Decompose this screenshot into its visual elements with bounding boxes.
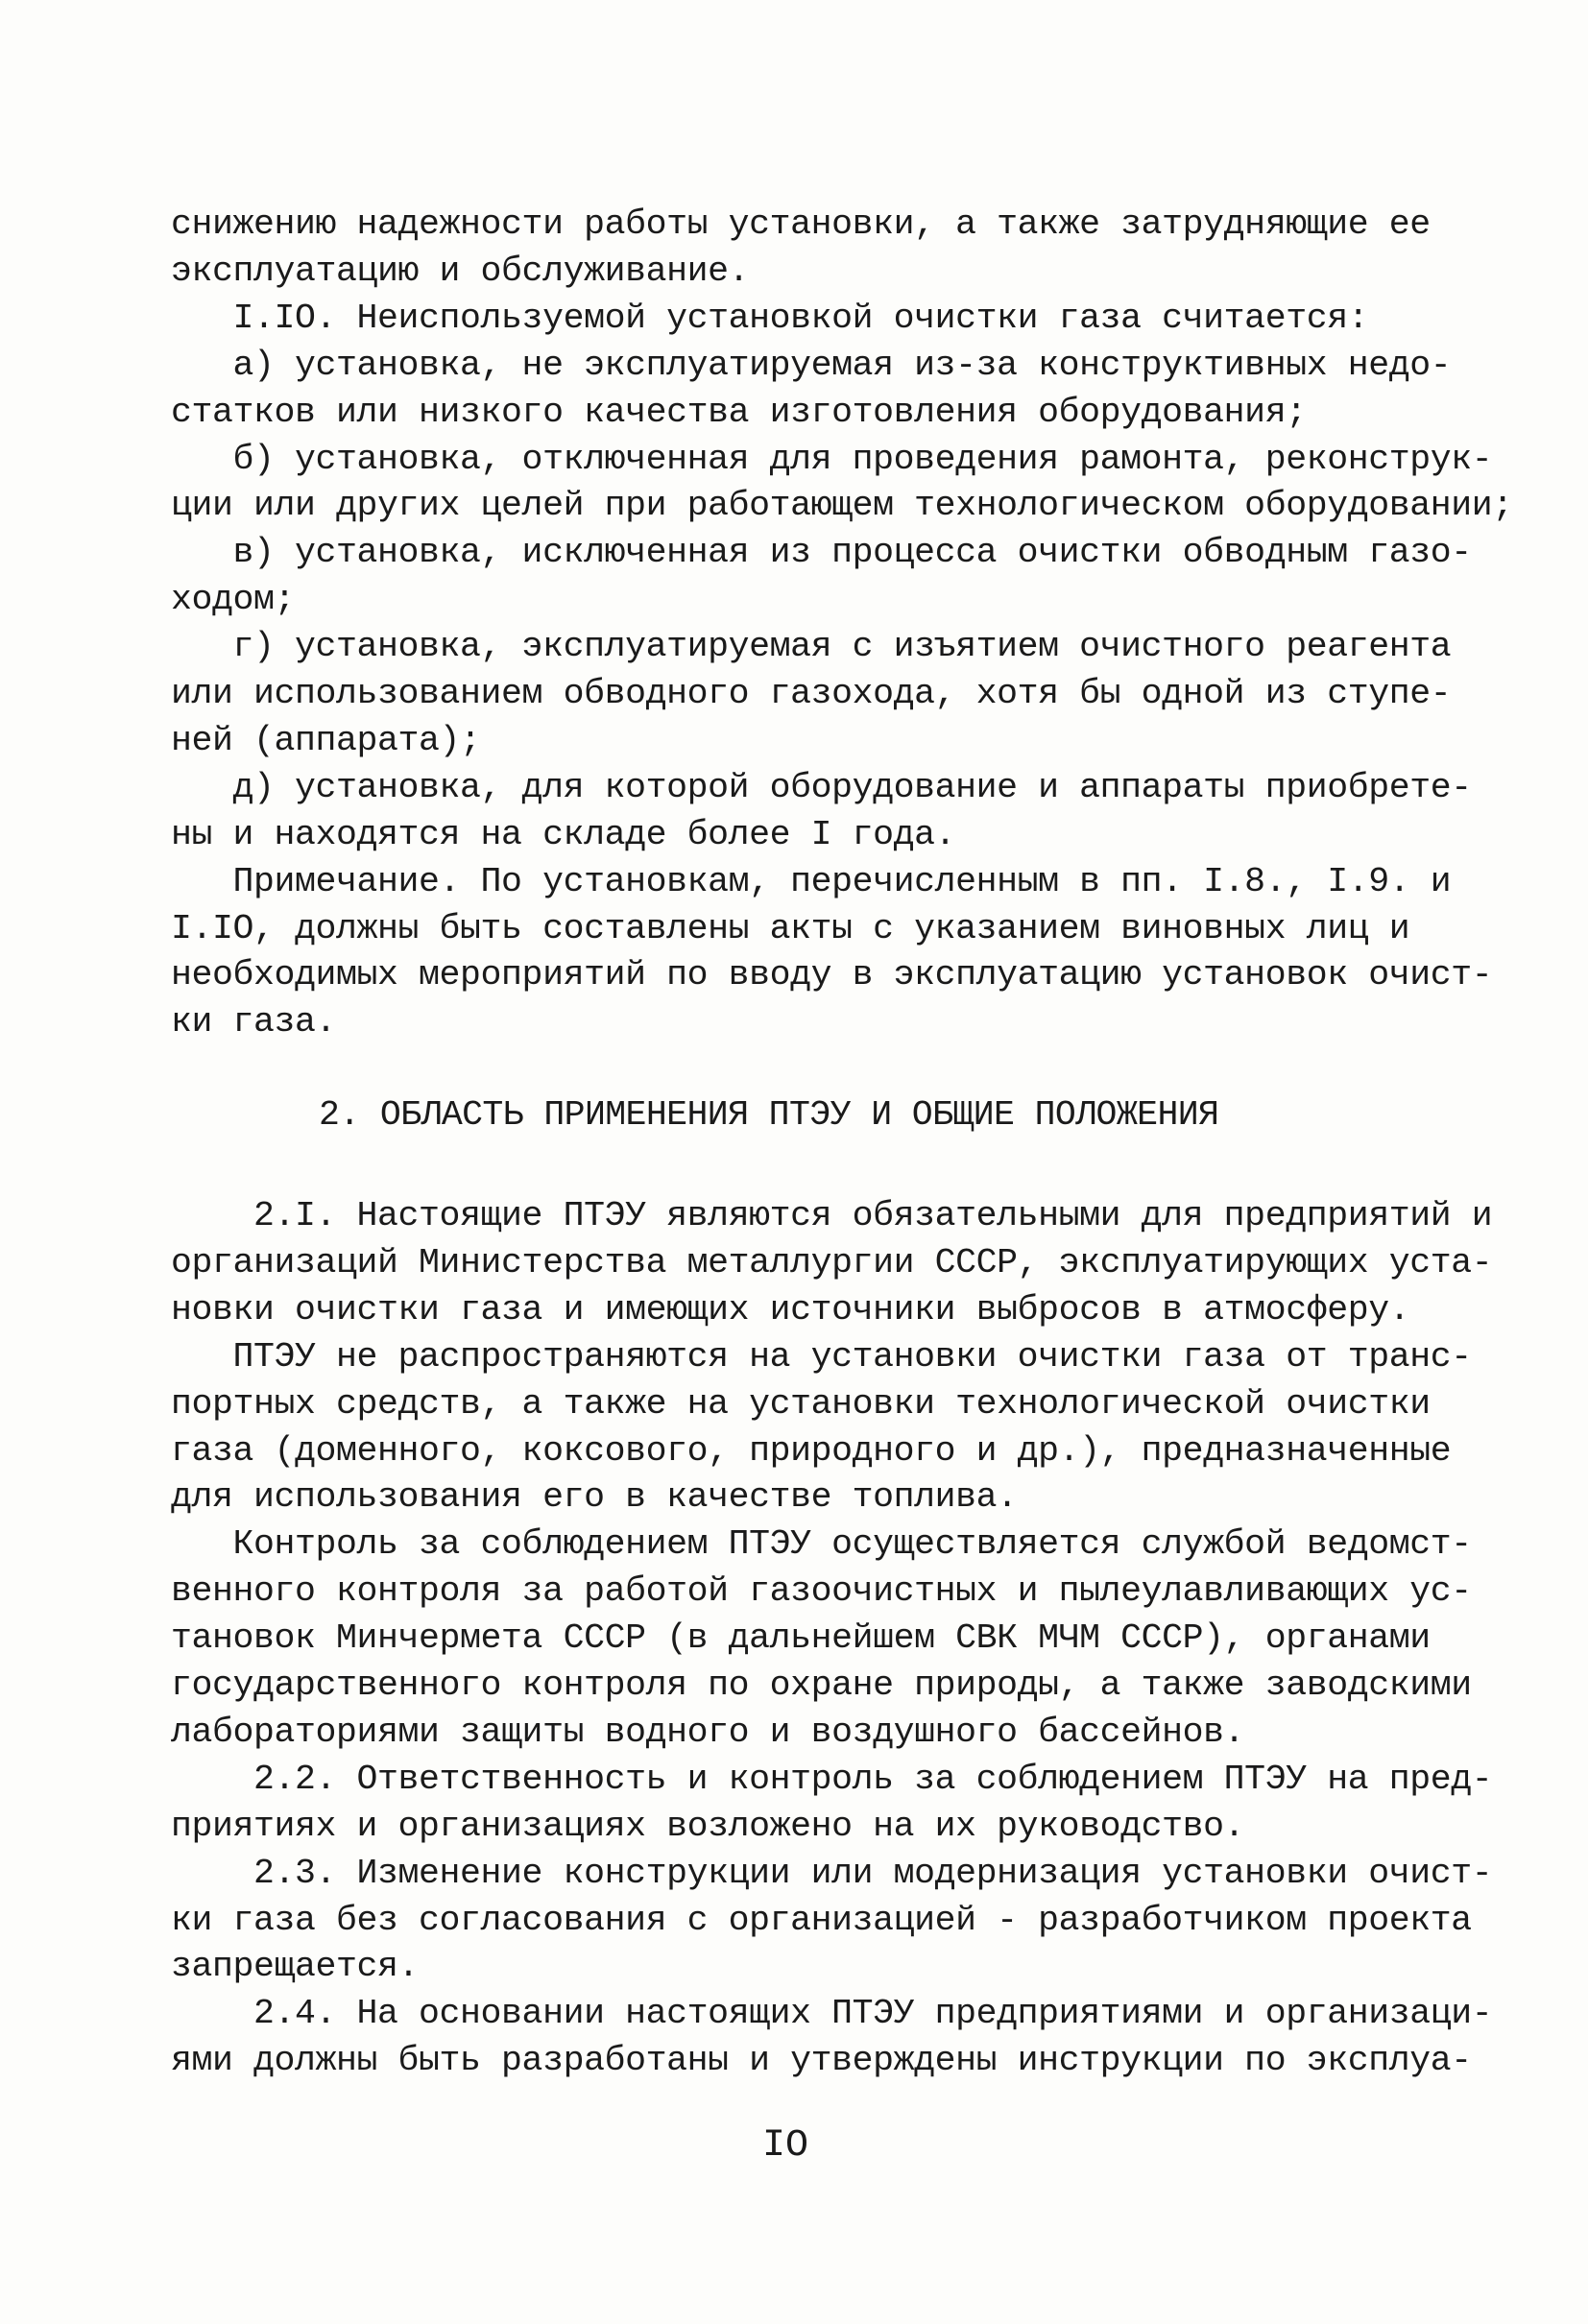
- text-line: для использования его в качестве топлива.: [171, 1477, 1018, 1518]
- text-line: необходимых мероприятий по вводу в эксплуатацию установок очист-: [171, 955, 1493, 995]
- text-line: венного контроля за работой газоочистных и пылеулавливающих ус-: [171, 1571, 1472, 1612]
- text-line: 2.I. Настоящие ПТЭУ являются обязательными для предприятий и: [171, 1196, 1493, 1235]
- text-line: лабораториями защиты водного и воздушного бассейнов.: [171, 1712, 1245, 1752]
- text-line: в) установка, исключенная из процесса очистки обводным газо-: [171, 533, 1472, 573]
- text-line: ции или других целей при работающем технологическом оборудовании;: [171, 486, 1513, 526]
- text-line: газа (доменного, коксового, природного и др.), предназначенные: [171, 1430, 1452, 1471]
- text-line: б) установка, отключенная для проведения рамонта, реконструк-: [171, 439, 1493, 479]
- text-line: приятиях и организациях возложено на их руководство.: [171, 1806, 1245, 1846]
- text-line: эксплуатацию и обслуживание.: [171, 251, 750, 291]
- text-line: 2.3. Изменение конструкции или модернизация установки очист-: [171, 1853, 1493, 1893]
- text-line: государственного контроля по охране природы, а также заводскими: [171, 1665, 1472, 1705]
- text-line: новки очистки газа и имеющих источники выбросов в атмосферу.: [171, 1289, 1410, 1330]
- text-line: тановок Минчермета СССР (в дальнейшем СВК МЧМ СССР), органами: [171, 1618, 1431, 1659]
- text-line: I.IO, должны быть составлены акты с указанием виновных лиц и: [171, 908, 1410, 948]
- text-line: ходом;: [171, 580, 296, 620]
- text-line: а) установка, не эксплуатируемая из-за конструктивных недо-: [171, 345, 1452, 385]
- text-line: ней (аппарата);: [171, 720, 481, 760]
- text-line: I.IO. Неиспользуемой установкой очистки газа считается:: [171, 298, 1369, 338]
- page-number: IO: [762, 2124, 809, 2168]
- text-line: ны и находятся на складе более I года.: [171, 814, 956, 854]
- section-heading: 2. ОБЛАСТЬ ПРИМЕНЕНИЯ ПТЭУ И ОБЩИЕ ПОЛОЖЕНИЯ: [319, 1095, 1219, 1135]
- text-line: г) установка, эксплуатируемая с изъятием очистного реагента: [171, 627, 1452, 667]
- text-line: ки газа без согласования с организацией - разработчиком проекта: [171, 1900, 1472, 1940]
- text-line: запрещается.: [171, 1947, 420, 1987]
- text-line: ПТЭУ не распространяются на установки очистки газа от транс-: [171, 1336, 1472, 1377]
- text-line: организаций Министерства металлургии СССР, эксплуатирующих уста-: [171, 1242, 1493, 1282]
- text-line: ки газа.: [171, 1002, 337, 1042]
- text-line: ями должны быть разработаны и утверждены инструкции по эксплуа-: [171, 2041, 1472, 2081]
- text-line: портных средств, а также на установки технологической очистки: [171, 1383, 1431, 1424]
- text-line: д) установка, для которой оборудование и аппараты приобрете-: [171, 767, 1472, 807]
- text-line: снижению надежности работы установки, а также затрудняющие ее: [171, 204, 1431, 244]
- text-line: 2.4. На основании настоящих ПТЭУ предприятиями и организаци-: [171, 1994, 1493, 2034]
- text-line: 2.2. Ответственность и контроль за соблюдением ПТЭУ на пред-: [171, 1759, 1493, 1799]
- text-line: Контроль за соблюдением ПТЭУ осуществляется службой ведомст-: [171, 1524, 1472, 1565]
- text-line: Примечание. По установкам, перечисленным в пп. I.8., I.9. и: [171, 861, 1452, 901]
- text-line: или использованием обводного газохода, хотя бы одной из ступе-: [171, 674, 1452, 713]
- text-line: статков или низкого качества изготовления оборудования;: [171, 392, 1307, 432]
